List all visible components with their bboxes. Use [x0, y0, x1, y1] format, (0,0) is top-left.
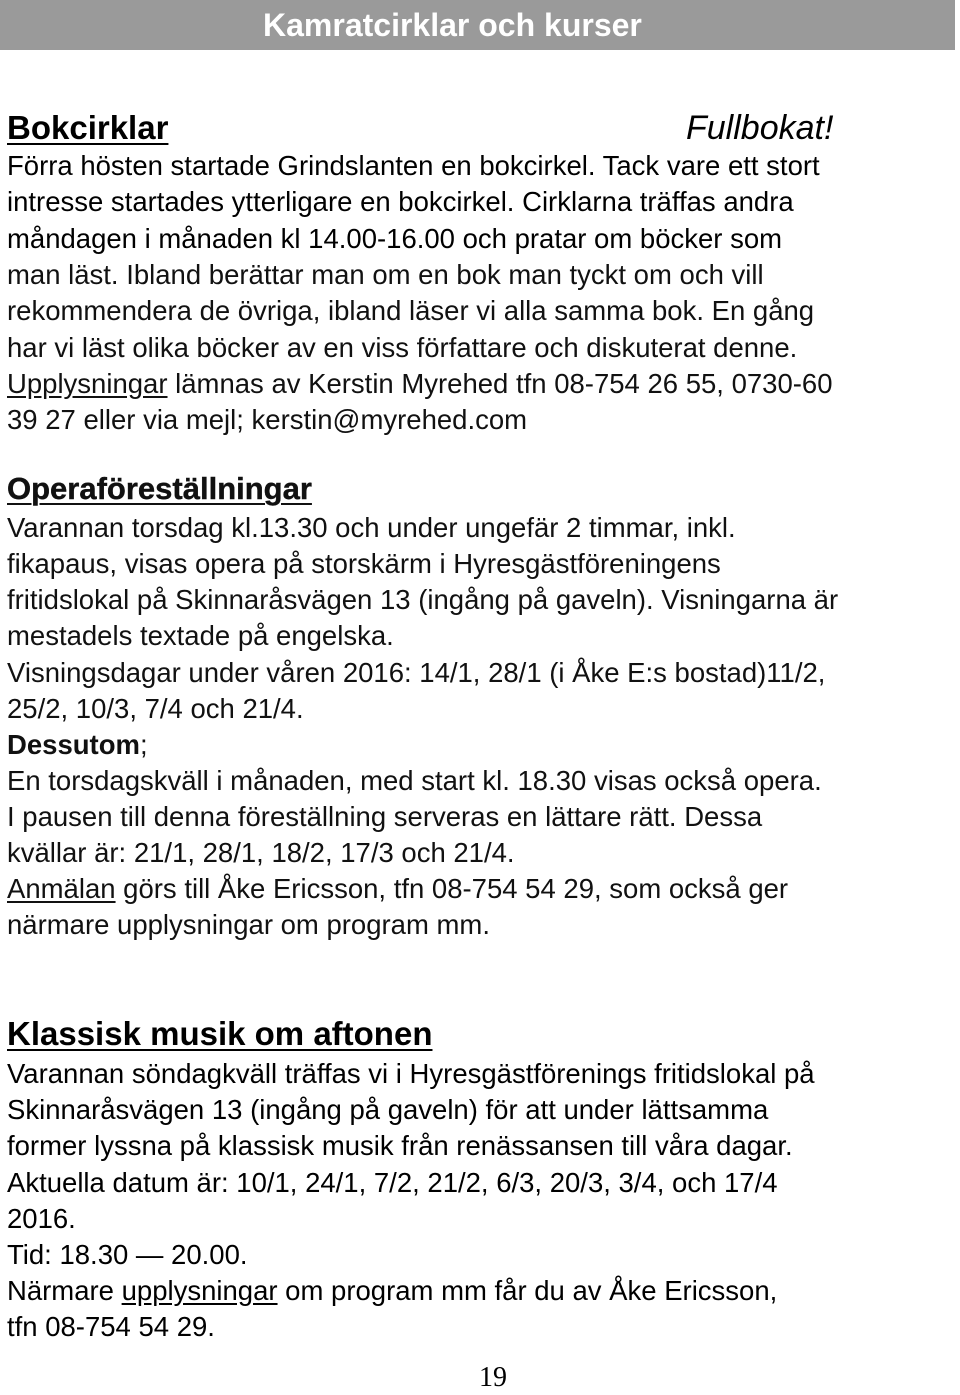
dessutom-label: [7, 727, 148, 763]
opera-extra-line: kvällar är: 21/1, 28/1, 18/2, 17/3 och 21/4.: [7, 837, 515, 868]
klassisk-contact-line2: tfn 08-754 54 29.: [7, 1311, 215, 1342]
bokcirklar-heading: Bokcirklar: [7, 109, 169, 146]
upplysningar-link: upplysningar: [121, 1275, 278, 1306]
section-banner: [0, 0, 955, 50]
bokcirklar-info-text: lämnas av Kerstin Myrehed tfn 08-754 26 55, 0730-60: [167, 368, 833, 399]
klassisk-line: Aktuella datum är: 10/1, 24/1, 7/2, 21/2, 6/3, 20/3, 3/4, och 17/4: [7, 1167, 778, 1198]
klassisk-line: Skinnaråsvägen 13 (ingång på gaveln) för att under lättsamma: [7, 1094, 769, 1125]
klassisk-line: former lyssna på klassisk musik från renässansen till våra dagar.: [7, 1130, 793, 1161]
anmalan-label: Anmälan: [7, 873, 116, 904]
opera-line: Varannan torsdag kl.13.30 och under ungefär 2 timmar, inkl.: [7, 512, 736, 543]
banner-title: Kamratcirklar och kurser: [263, 7, 642, 43]
bokcirklar-line: måndagen i månaden kl 14.00-16.00 och pratar om böcker som: [7, 223, 783, 254]
opera-extra-line: En torsdagskväll i månaden, med start kl. 18.30 visas också opera.: [7, 765, 822, 796]
bokcirklar-info: [7, 366, 833, 402]
opera-signup-text: görs till Åke Ericsson, tfn 08-754 54 29, som också ger: [115, 873, 789, 904]
klassisk-time: Tid: 18.30 — 20.00.: [7, 1239, 248, 1270]
klassisk-contact-post: om program mm får du av Åke Ericsson,: [277, 1275, 778, 1306]
klassisk-line: 2016.: [7, 1203, 76, 1234]
klassisk-contact: [7, 1273, 777, 1309]
opera-line: fikapaus, visas opera på storskärm i Hyresgästföreningens: [7, 548, 721, 579]
bokcirklar-line: intresse startades ytterligare en bokcirkel. Cirklarna träffas andra: [7, 186, 794, 217]
bokcirklar-line: rekommendera de övriga, ibland läser vi alla samma bok. En gång: [7, 295, 815, 326]
opera-line: fritidslokal på Skinnaråsvägen 13 (ingång på gaveln). Visningarna är: [7, 584, 839, 615]
klassisk-line: Varannan söndagkväll träffas vi i Hyresgästförenings fritidslokal på: [7, 1058, 815, 1089]
dessutom-punct: ;: [139, 729, 148, 760]
opera-heading: [7, 469, 312, 509]
dessutom-text: Dessutom: [7, 729, 140, 760]
klassisk-heading: Klassisk musik om aftonen: [7, 1015, 433, 1052]
opera-heading-text: Operaföreställningar: [7, 471, 312, 506]
klassisk-contact-pre: Närmare: [7, 1275, 122, 1306]
opera-extra-line: I pausen till denna föreställning serveras en lättare rätt. Dessa: [7, 801, 763, 832]
opera-signup: [7, 871, 788, 907]
bokcirklar-line: Förra hösten startade Grindslanten en bokcirkel. Tack vare ett stort: [7, 150, 820, 181]
upplysningar-label: Upplysningar: [7, 368, 168, 399]
bokcirklar-line: man läst. Ibland berättar man om en bok man tyckt om och vill: [7, 259, 764, 290]
opera-line: 25/2, 10/3, 7/4 och 21/4.: [7, 693, 304, 724]
page-number: 19: [479, 1362, 507, 1393]
bokcirklar-line: har vi läst olika böcker av en viss författare och diskuterat denne.: [7, 332, 798, 363]
opera-line: Visningsdagar under våren 2016: 14/1, 28/1 (i Åke E:s bostad)11/2,: [7, 657, 826, 688]
fullbokat-status: Fullbokat!: [686, 109, 834, 147]
bokcirklar-info-line2: 39 27 eller via mejl; kerstin@myrehed.com: [7, 404, 528, 435]
opera-signup-line2: närmare upplysningar om program mm.: [7, 909, 490, 940]
opera-line: mestadels textade på engelska.: [7, 620, 394, 651]
